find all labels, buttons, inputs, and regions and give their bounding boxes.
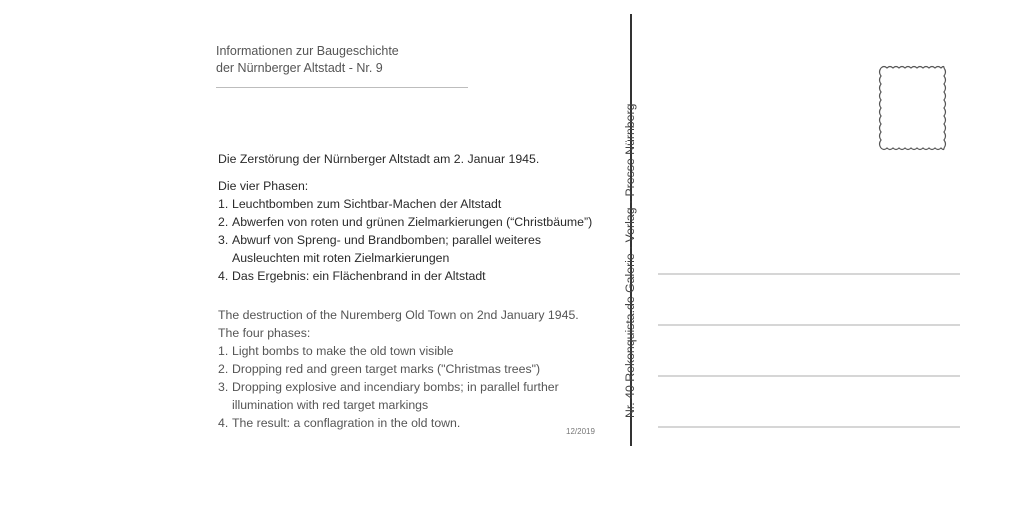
list-item-text: Das Ergebnis: ein Flächenbrand in der Altstadt <box>232 269 486 283</box>
list-item <box>218 213 598 231</box>
list-item <box>218 360 598 378</box>
header <box>216 43 399 77</box>
list-item-text: Dropping red and green target marks ("Christmas trees") <box>232 362 541 376</box>
list-item <box>218 231 598 267</box>
german-subtitle: Die vier Phasen: <box>218 179 309 193</box>
header-line-2: der Nürnberger Altstadt - Nr. 9 <box>216 61 383 75</box>
address-line <box>658 324 960 326</box>
list-item <box>218 342 598 360</box>
header-line-1: Informationen zur Baugeschichte <box>216 44 399 58</box>
list-item-number: 1. <box>218 197 229 211</box>
print-code: 12/2019 <box>566 427 595 436</box>
list-item <box>218 195 598 213</box>
list-item-number: 1. <box>218 344 229 358</box>
list-item <box>218 267 598 285</box>
list-item-text: The result: a conflagration in the old town. <box>232 416 461 430</box>
list-item-number: 2. <box>218 362 229 376</box>
stamp-placeholder-icon <box>878 65 947 151</box>
german-title: Die Zerstörung der Nürnberger Altstadt am 2. Januar 1945. <box>218 152 540 166</box>
english-text-block <box>218 306 598 432</box>
list-item-text: Abwerfen von roten und grünen Zielmarkierungen (“Christbäume”) <box>232 215 593 229</box>
english-intro: The destruction of the Nuremberg Old Town on 2nd January 1945. The four phases: <box>218 308 579 340</box>
list-item-text: Leuchtbomben zum Sichtbar-Machen der Altstadt <box>232 197 502 211</box>
header-rule <box>216 87 468 88</box>
english-phase-list <box>218 342 598 432</box>
list-item <box>218 414 598 432</box>
address-line <box>658 426 960 428</box>
address-line <box>658 273 960 275</box>
list-item-text: Light bombs to make the old town visible <box>232 344 454 358</box>
german-text-block <box>218 150 598 285</box>
address-line <box>658 375 960 377</box>
list-item-number: 4. <box>218 416 229 430</box>
list-item-text: Dropping explosive and incendiary bombs; in parallel further illumination with red target markings <box>232 380 559 412</box>
publisher-imprint: Nr. 40 Rekonquista.de Galerie · Verlag · Presse Nürnberg <box>623 103 637 418</box>
list-item <box>218 378 598 414</box>
list-item-number: 4. <box>218 269 229 283</box>
list-item-text: Abwurf von Spreng- und Brandbomben; parallel weiteres Ausleuchten mit roten Zielmarkierungen <box>232 233 541 265</box>
list-item-number: 2. <box>218 215 229 229</box>
list-item-number: 3. <box>218 233 229 247</box>
list-item-number: 3. <box>218 380 229 394</box>
german-phase-list <box>218 195 598 285</box>
